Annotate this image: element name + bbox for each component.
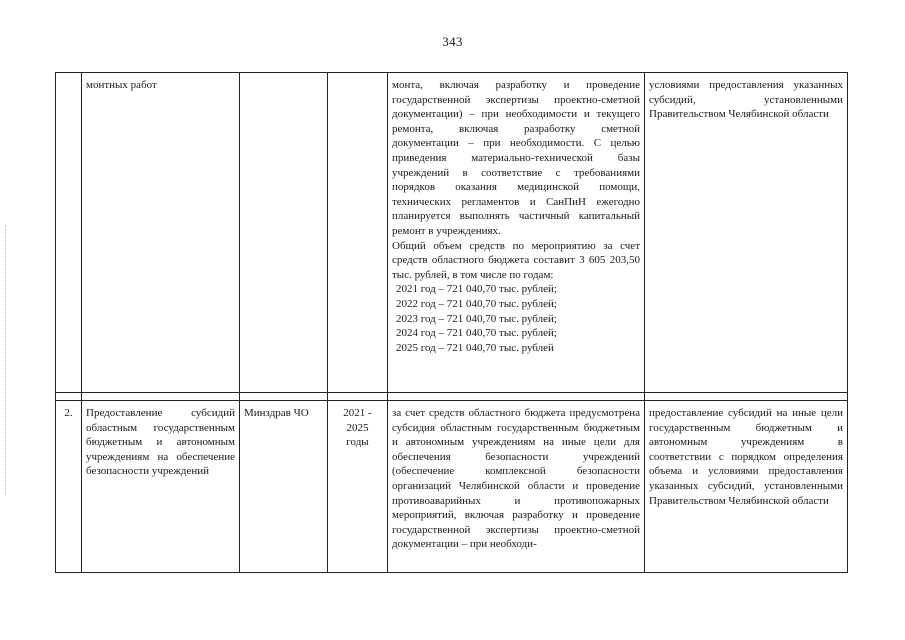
funding-year-line: 2021 год – 721 040,70 тыс. рублей; (396, 283, 557, 296)
row-separator (56, 393, 848, 401)
funding-year-line: 2024 год – 721 040,70 тыс. рублей; (396, 327, 557, 340)
measure-name-cell: Предоставление субсидий областным государственным бюджетным и автономным учреждениям на обеспечение безопасности учреждений (82, 401, 240, 573)
scan-edge-mark (5, 225, 7, 495)
term-cell (328, 401, 388, 573)
table-row (56, 73, 848, 393)
funding-year-line: 2025 год – 721 040,70 тыс. рублей (396, 341, 554, 354)
term-line: 2021 - (343, 407, 372, 419)
row-number-cell (56, 73, 82, 393)
program-measures-table (55, 72, 848, 573)
description-cell (388, 73, 645, 393)
table-row (56, 401, 848, 573)
funding-year-line: 2022 год – 721 040,70 тыс. рублей; (396, 297, 557, 310)
expected-result-cell: предоставление субсидий на иные цели государственным бюджетным и автономным учреждениям в соответствии с порядком определения объема и условиями предоставления указанных субсидий, установленными Правительством Челябинской области (645, 401, 848, 573)
funding-paragraph: Общий объем средств по мероприятию за счет средств областного бюджета составит 3 605 203,50 тыс. рублей, в том числе по годам: (392, 239, 640, 281)
term-line: годы (346, 436, 369, 449)
row-number-cell: 2. (56, 401, 82, 573)
description-paragraph: монта, включая разработку и проведение государственной экспертизы проектно-сметной документации) – при необходимости и текущего ремонта, включая разработку сметной документации – при необходимости. С целью приведения материально-технической базы учреждений в соответствие с требованиями порядков оказания медицинской помощи, технических регламентов и СанПиН ежегодно планируется выполнять частичный капитальный ремонт в учреждениях. (392, 79, 640, 237)
description-cell: за счет средств областного бюджета предусмотрена субсидия областным государственным бюджетным и автономным учреждениям на иные цели для обеспечения безопасности учреждений (обеспечение комплексной безопасности организаций Челябинской области и проведение противоаварийных и противопожарных мероприятий, включая разработку и проведение государственной экспертизы проектно-сметной документации – при необходи- (388, 401, 645, 573)
measure-name-cell: монтных работ (82, 73, 240, 393)
funding-year-line: 2023 год – 721 040,70 тыс. рублей; (396, 312, 557, 325)
executor-cell: Минздрав ЧО (240, 401, 328, 573)
term-cell (328, 73, 388, 393)
page-number: 343 (442, 34, 463, 49)
executor-cell (240, 73, 328, 393)
expected-result-cell: условиями предоставления указанных субсидий, установленными Правительством Челябинской области (645, 73, 848, 393)
term-line: 2025 (346, 421, 369, 434)
